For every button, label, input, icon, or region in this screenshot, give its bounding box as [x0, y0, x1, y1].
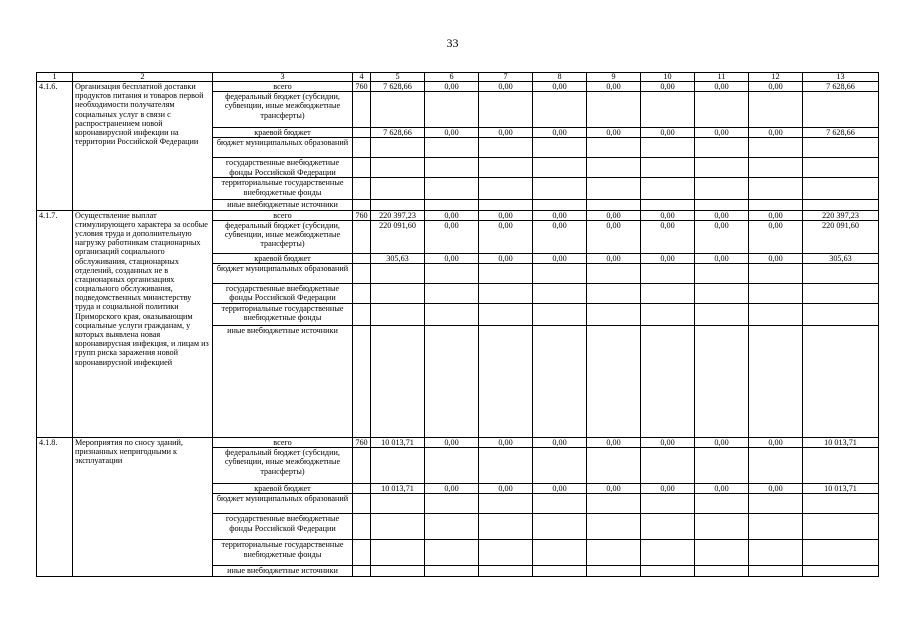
code-cell — [353, 128, 371, 138]
header-cell: 8 — [533, 73, 587, 82]
value-cell — [749, 92, 803, 128]
value-cell — [695, 200, 749, 210]
funding-source: краевой бюджет — [213, 128, 353, 138]
code-cell — [353, 253, 371, 263]
value-cell: 0,00 — [749, 210, 803, 220]
value-cell — [749, 138, 803, 158]
code-cell — [353, 158, 371, 178]
value-cell — [641, 325, 695, 437]
value-cell — [533, 303, 587, 325]
value-cell — [425, 138, 479, 158]
value-cell — [749, 263, 803, 283]
value-cell: 0,00 — [695, 210, 749, 220]
header-cell: 12 — [749, 73, 803, 82]
code-cell — [353, 263, 371, 283]
code-cell — [353, 200, 371, 210]
value-cell — [695, 92, 749, 128]
value-cell — [479, 92, 533, 128]
value-cell: 0,00 — [587, 128, 641, 138]
value-cell — [749, 566, 803, 576]
code-cell: 760 — [353, 437, 371, 447]
value-cell: 220 397,23 — [371, 210, 425, 220]
value-cell — [587, 138, 641, 158]
value-cell: 0,00 — [533, 220, 587, 253]
value-cell — [479, 158, 533, 178]
value-cell — [371, 494, 425, 514]
value-cell — [587, 92, 641, 128]
value-cell — [533, 263, 587, 283]
value-cell — [425, 158, 479, 178]
value-cell: 0,00 — [425, 220, 479, 253]
value-cell — [803, 178, 879, 200]
value-cell: 0,00 — [695, 82, 749, 92]
funding-source: иные внебюджетные источники — [213, 200, 353, 210]
value-cell — [749, 200, 803, 210]
header-cell: 5 — [371, 73, 425, 82]
value-cell: 0,00 — [749, 484, 803, 494]
value-cell: 0,00 — [533, 82, 587, 92]
value-cell — [749, 158, 803, 178]
value-cell — [803, 325, 879, 437]
value-cell — [425, 263, 479, 283]
value-cell — [587, 263, 641, 283]
value-cell: 0,00 — [533, 437, 587, 447]
value-cell: 0,00 — [425, 253, 479, 263]
value-cell — [695, 263, 749, 283]
value-cell: 0,00 — [479, 484, 533, 494]
code-cell — [353, 220, 371, 253]
value-cell: 305,63 — [371, 253, 425, 263]
value-cell: 10 013,71 — [803, 437, 879, 447]
value-cell — [695, 448, 749, 484]
value-cell — [371, 325, 425, 437]
code-cell — [353, 178, 371, 200]
funding-source: территориальные государственные внебюджетные фонды — [213, 540, 353, 566]
value-cell: 0,00 — [533, 210, 587, 220]
funding-source: бюджет муниципальных образований — [213, 494, 353, 514]
value-cell — [371, 138, 425, 158]
value-cell — [587, 448, 641, 484]
value-cell: 0,00 — [425, 128, 479, 138]
value-cell — [533, 138, 587, 158]
value-cell: 0,00 — [749, 128, 803, 138]
value-cell — [425, 303, 479, 325]
table-body — [37, 73, 879, 577]
code-cell: 760 — [353, 210, 371, 220]
value-cell — [803, 514, 879, 540]
value-cell: 0,00 — [479, 128, 533, 138]
value-cell — [425, 325, 479, 437]
value-cell: 0,00 — [641, 220, 695, 253]
value-cell — [695, 158, 749, 178]
value-cell — [533, 178, 587, 200]
value-cell — [587, 283, 641, 303]
value-cell — [479, 200, 533, 210]
value-cell — [587, 514, 641, 540]
value-cell — [695, 283, 749, 303]
value-cell — [425, 283, 479, 303]
value-cell — [425, 514, 479, 540]
funding-source: бюджет муниципальных образований — [213, 263, 353, 283]
value-cell — [479, 303, 533, 325]
value-cell — [587, 494, 641, 514]
value-cell: 0,00 — [533, 128, 587, 138]
value-cell — [803, 263, 879, 283]
value-cell — [479, 448, 533, 484]
value-cell — [803, 158, 879, 178]
value-cell: 0,00 — [587, 210, 641, 220]
value-cell — [749, 303, 803, 325]
funding-source: всего — [213, 210, 353, 220]
value-cell — [425, 566, 479, 576]
code-cell — [353, 325, 371, 437]
value-cell: 0,00 — [641, 437, 695, 447]
value-cell — [641, 540, 695, 566]
funding-source: территориальные государственные внебюджетные фонды — [213, 178, 353, 200]
page-number: 33 — [446, 36, 459, 50]
value-cell — [803, 303, 879, 325]
value-cell: 0,00 — [587, 82, 641, 92]
value-cell: 0,00 — [479, 220, 533, 253]
value-cell: 7 628,66 — [371, 82, 425, 92]
item-number: 4.1.6. — [37, 82, 73, 211]
value-cell — [641, 263, 695, 283]
value-cell — [695, 325, 749, 437]
value-cell — [587, 540, 641, 566]
budget-table — [36, 72, 879, 577]
value-cell: 0,00 — [425, 210, 479, 220]
value-cell — [803, 494, 879, 514]
value-cell: 0,00 — [695, 484, 749, 494]
value-cell — [749, 514, 803, 540]
funding-source: краевой бюджет — [213, 253, 353, 263]
table-row — [37, 210, 879, 220]
value-cell — [803, 283, 879, 303]
value-cell: 0,00 — [641, 253, 695, 263]
value-cell: 0,00 — [695, 437, 749, 447]
value-cell — [695, 514, 749, 540]
funding-source: федеральный бюджет (субсидии, субвенции, иные межбюджетные трансферты) — [213, 448, 353, 484]
value-cell: 0,00 — [587, 220, 641, 253]
value-cell — [695, 178, 749, 200]
value-cell — [479, 494, 533, 514]
value-cell: 0,00 — [641, 484, 695, 494]
value-cell — [533, 540, 587, 566]
value-cell — [695, 494, 749, 514]
value-cell: 7 628,66 — [803, 128, 879, 138]
value-cell: 0,00 — [641, 82, 695, 92]
value-cell — [371, 566, 425, 576]
value-cell — [749, 540, 803, 566]
value-cell: 0,00 — [641, 210, 695, 220]
code-cell — [353, 484, 371, 494]
value-cell — [371, 540, 425, 566]
value-cell — [749, 283, 803, 303]
value-cell — [749, 494, 803, 514]
value-cell: 0,00 — [533, 253, 587, 263]
value-cell — [371, 303, 425, 325]
value-cell — [641, 158, 695, 178]
value-cell — [371, 514, 425, 540]
value-cell — [479, 178, 533, 200]
value-cell — [425, 178, 479, 200]
value-cell: 0,00 — [479, 253, 533, 263]
value-cell — [479, 540, 533, 566]
value-cell — [533, 494, 587, 514]
value-cell: 0,00 — [479, 210, 533, 220]
value-cell — [641, 303, 695, 325]
value-cell: 0,00 — [695, 253, 749, 263]
value-cell — [533, 566, 587, 576]
header-cell: 1 — [37, 73, 73, 82]
value-cell — [533, 514, 587, 540]
value-cell — [587, 178, 641, 200]
value-cell — [641, 178, 695, 200]
funding-source: федеральный бюджет (субсидии, субвенции, иные межбюджетные трансферты) — [213, 220, 353, 253]
value-cell — [587, 303, 641, 325]
header-cell: 9 — [587, 73, 641, 82]
value-cell — [425, 200, 479, 210]
value-cell: 10 013,71 — [371, 484, 425, 494]
header-cell: 13 — [803, 73, 879, 82]
value-cell — [533, 200, 587, 210]
value-cell: 0,00 — [425, 484, 479, 494]
value-cell — [371, 263, 425, 283]
value-cell — [695, 566, 749, 576]
value-cell: 220 091,60 — [371, 220, 425, 253]
value-cell — [641, 138, 695, 158]
value-cell: 10 013,71 — [803, 484, 879, 494]
value-cell — [479, 514, 533, 540]
value-cell: 0,00 — [641, 128, 695, 138]
value-cell — [587, 566, 641, 576]
item-title: Осуществление выплат стимулирующего характера за особые условия труда и дополнительную нагрузку работникам стационарных организаций социального обслуживания, стационарных отделений, созданных не в стационарных организациях социального обслуживания, подведомственных министерству труда и социальной политики Приморского края, оказывающим социальные услуги гражданам, у которых выявлена новая коронавирусная инфекция, и лицам из групп риска заражения новой коронавирусной инфекцией — [73, 210, 213, 437]
value-cell — [641, 92, 695, 128]
value-cell: 0,00 — [749, 253, 803, 263]
funding-source: иные внебюджетные источники — [213, 566, 353, 576]
funding-source: бюджет муниципальных образований — [213, 138, 353, 158]
value-cell: 305,63 — [803, 253, 879, 263]
value-cell — [479, 566, 533, 576]
value-cell — [371, 178, 425, 200]
value-cell — [803, 566, 879, 576]
value-cell — [641, 514, 695, 540]
header-cell: 3 — [213, 73, 353, 82]
value-cell — [587, 325, 641, 437]
code-cell — [353, 283, 371, 303]
code-cell — [353, 138, 371, 158]
value-cell — [425, 540, 479, 566]
value-cell — [695, 138, 749, 158]
code-cell — [353, 92, 371, 128]
value-cell: 0,00 — [425, 437, 479, 447]
value-cell — [587, 200, 641, 210]
value-cell — [479, 138, 533, 158]
value-cell: 220 091,60 — [803, 220, 879, 253]
value-cell: 0,00 — [695, 128, 749, 138]
value-cell: 0,00 — [587, 484, 641, 494]
value-cell: 0,00 — [479, 82, 533, 92]
value-cell — [533, 448, 587, 484]
value-cell — [371, 283, 425, 303]
code-cell — [353, 494, 371, 514]
header-cell: 7 — [479, 73, 533, 82]
funding-source: федеральный бюджет (субсидии, субвенции, иные межбюджетные трансферты) — [213, 92, 353, 128]
value-cell — [749, 178, 803, 200]
value-cell: 220 397,23 — [803, 210, 879, 220]
value-cell — [479, 283, 533, 303]
funding-source: государственные внебюджетные фонды Российской Федерации — [213, 283, 353, 303]
value-cell: 0,00 — [425, 82, 479, 92]
value-cell — [371, 200, 425, 210]
value-cell — [479, 263, 533, 283]
value-cell: 10 013,71 — [371, 437, 425, 447]
funding-source: государственные внебюджетные фонды Российской Федерации — [213, 158, 353, 178]
value-cell — [371, 448, 425, 484]
item-number: 4.1.7. — [37, 210, 73, 437]
value-cell: 0,00 — [749, 220, 803, 253]
value-cell — [749, 325, 803, 437]
value-cell — [803, 540, 879, 566]
header-cell: 10 — [641, 73, 695, 82]
code-cell — [353, 566, 371, 576]
value-cell — [641, 566, 695, 576]
funding-source: государственные внебюджетные фонды Российской Федерации — [213, 514, 353, 540]
value-cell: 0,00 — [587, 437, 641, 447]
code-cell — [353, 540, 371, 566]
value-cell — [803, 200, 879, 210]
value-cell — [425, 448, 479, 484]
funding-source: всего — [213, 437, 353, 447]
value-cell: 0,00 — [533, 484, 587, 494]
code-cell — [353, 514, 371, 540]
value-cell — [641, 200, 695, 210]
value-cell — [749, 448, 803, 484]
item-title: Организация бесплатной доставки продуктов питания и товаров первой необходимости получателям социальных услуг в связи с распространением новой коронавирусной инфекции на территории Российской Федерации — [73, 82, 213, 211]
value-cell — [641, 283, 695, 303]
value-cell — [425, 92, 479, 128]
value-cell — [641, 448, 695, 484]
value-cell — [695, 303, 749, 325]
header-cell: 4 — [353, 73, 371, 82]
funding-source: территориальные государственные внебюджетные фонды — [213, 303, 353, 325]
value-cell — [479, 325, 533, 437]
funding-source: иные внебюджетные источники — [213, 325, 353, 437]
value-cell: 0,00 — [749, 437, 803, 447]
code-cell — [353, 448, 371, 484]
funding-source: всего — [213, 82, 353, 92]
value-cell — [587, 158, 641, 178]
funding-source: краевой бюджет — [213, 484, 353, 494]
value-cell — [371, 92, 425, 128]
value-cell — [533, 92, 587, 128]
header-cell: 6 — [425, 73, 479, 82]
value-cell: 0,00 — [587, 253, 641, 263]
value-cell: 0,00 — [695, 220, 749, 253]
value-cell: 0,00 — [749, 82, 803, 92]
value-cell — [803, 138, 879, 158]
header-cell: 11 — [695, 73, 749, 82]
header-cell: 2 — [73, 73, 213, 82]
value-cell — [533, 283, 587, 303]
value-cell — [371, 158, 425, 178]
table-row — [37, 437, 879, 447]
table-row — [37, 82, 879, 92]
header-row — [37, 73, 879, 82]
value-cell — [425, 494, 479, 514]
code-cell: 760 — [353, 82, 371, 92]
code-cell — [353, 303, 371, 325]
value-cell: 7 628,66 — [803, 82, 879, 92]
value-cell — [695, 540, 749, 566]
value-cell — [533, 325, 587, 437]
item-number: 4.1.8. — [37, 437, 73, 576]
value-cell: 7 628,66 — [371, 128, 425, 138]
value-cell — [533, 158, 587, 178]
value-cell — [803, 92, 879, 128]
value-cell: 0,00 — [479, 437, 533, 447]
item-title: Мероприятия по сносу зданий, признанных непригодными к эксплуатации — [73, 437, 213, 576]
value-cell — [641, 494, 695, 514]
value-cell — [803, 448, 879, 484]
